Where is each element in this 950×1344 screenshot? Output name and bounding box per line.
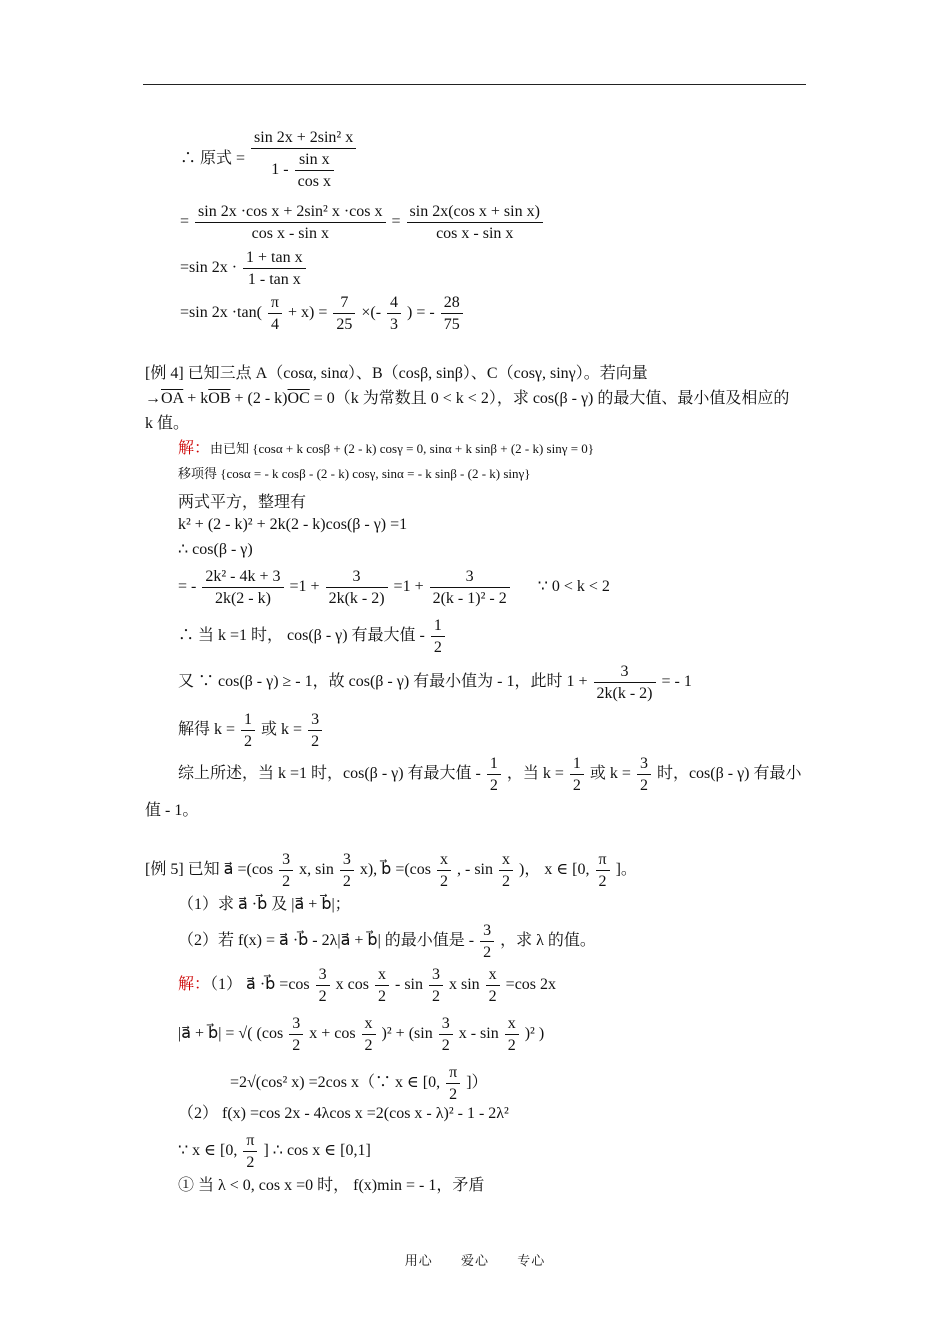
text: , - sin (457, 861, 493, 879)
vector-oa: $\overline{OA}$ (161, 390, 184, 407)
denominator: 2 (483, 944, 492, 961)
text: x cos (335, 976, 369, 994)
fraction (333, 292, 355, 335)
numerator: 7 (333, 292, 355, 314)
numerator: x (375, 964, 389, 986)
text: 由已知 {cosα + k cosβ + (2 - k) cosγ = 0, sinα + k sinβ + (2 - k) sinγ = 0} (210, 441, 595, 456)
text: x sin (449, 976, 480, 994)
denominator: 2 (246, 1154, 255, 1171)
fraction (340, 849, 354, 892)
denominator: 3 (390, 316, 399, 333)
denominator: 2 (433, 639, 442, 656)
header-rule (143, 84, 806, 85)
vector-oc: $\overline{OC}$ (287, 390, 310, 407)
derivation-line-3 (180, 247, 308, 290)
text: ×(- (361, 304, 382, 322)
text: - sin (395, 976, 423, 994)
fraction (289, 1013, 303, 1056)
text: ]。 (615, 861, 637, 879)
fraction (441, 292, 463, 335)
numerator: 3 (316, 964, 330, 986)
numerator: 3 (594, 661, 656, 683)
ex4-eq1: k² + (2 - k)² + 2k(2 - k)cos(β - γ) =1 (178, 516, 408, 533)
numerator: x (362, 1013, 376, 1035)
denominator: cos x - sin x (251, 225, 329, 242)
denominator: 4 (270, 316, 279, 333)
text: ，求 λ 的值。 (500, 932, 596, 950)
numerator: 1 (487, 753, 501, 775)
text: x, sin (299, 861, 334, 879)
numerator: 3 (289, 1013, 303, 1035)
ex4-solution-given (178, 439, 594, 459)
text: 或 k = (589, 765, 631, 783)
denominator: 2 (282, 873, 291, 890)
text: ∵ 0 < k < 2 (537, 578, 610, 596)
fraction (429, 964, 443, 1007)
fraction (486, 964, 500, 1007)
text: [例 5] 已知 a⃗ =(cos (145, 861, 274, 879)
text: （1） a⃗ ·b⃗ =cos (210, 976, 310, 994)
numerator: π (446, 1062, 460, 1084)
denominator: 2k(k - 2) (328, 590, 385, 607)
footer-word-1: 用心 (404, 1253, 433, 1268)
numerator: 3 (637, 753, 651, 775)
denominator: 2 (311, 733, 320, 750)
ex4-solve (178, 709, 324, 752)
fraction (195, 201, 385, 244)
text: + (2 - k) (230, 390, 288, 407)
numerator: 1 + tan x (243, 247, 306, 269)
text: （2）若 f(x) = a⃗ ·b⃗ - 2λ|a⃗ + b⃗| 的最小值是 - (178, 932, 475, 950)
fraction (431, 615, 445, 658)
numerator: x (499, 849, 513, 871)
text: =sin 2x ·tan( (180, 304, 262, 322)
fraction (326, 566, 388, 609)
numerator: 3 (439, 1013, 453, 1035)
numerator: sin 2x(cos x + sin x) (407, 201, 543, 223)
fraction (243, 1130, 257, 1173)
numerator: π (243, 1130, 257, 1152)
denominator: 2 (489, 777, 498, 794)
fraction (594, 661, 656, 704)
fraction (295, 149, 334, 192)
numerator: 3 (326, 566, 388, 588)
ex4-summary-line2: 值 - 1。 (145, 802, 199, 819)
denominator: 75 (443, 316, 460, 333)
derivation-line-1 (180, 127, 358, 192)
ex5-q1: （1）求 a⃗ ·b⃗ 及 |a⃗ + b⃗|； (178, 896, 351, 913)
text: 综上所述，当 k =1 时，cos(β - γ) 有最大值 - (178, 765, 481, 783)
page-footer (0, 1250, 950, 1269)
denominator: 2 (342, 873, 351, 890)
derivation-line-2 (180, 201, 545, 244)
text: ) = - (407, 304, 435, 322)
fraction (430, 566, 510, 609)
text: + x) = (287, 304, 328, 322)
fraction (202, 566, 283, 609)
fraction (596, 849, 610, 892)
numerator: 3 (279, 849, 293, 871)
text: = (180, 213, 190, 231)
numerator: π (268, 292, 282, 314)
text: ]） (466, 1074, 488, 1092)
numerator: 28 (441, 292, 463, 314)
fraction (487, 753, 501, 796)
ex5-solution-5 (178, 1130, 371, 1173)
denominator: 2 (441, 1037, 450, 1054)
text: |a⃗ + b⃗| = √( (cos (178, 1025, 284, 1043)
denominator: 2 (507, 1037, 516, 1054)
fraction (268, 292, 282, 335)
text: + k (183, 390, 209, 407)
denominator: 2 (572, 777, 581, 794)
text: ，当 k = (506, 765, 564, 783)
ex5-solution-3 (230, 1062, 488, 1105)
text: = 0（k 为常数且 0 < k < 2），求 cos(β - γ) 的最大值、最小值及相应的 (309, 390, 790, 407)
numerator: 3 (430, 566, 510, 588)
text: ] ∴ cos x ∈ [0,1] (263, 1142, 371, 1160)
denominator: 25 (336, 316, 353, 333)
numerator: 1 (431, 615, 445, 637)
fraction (308, 709, 322, 752)
denominator: 2 (639, 777, 648, 794)
fraction (375, 964, 389, 1007)
numerator: sin 2x ·cos x + 2sin² x ·cos x (195, 201, 385, 223)
fraction (316, 964, 330, 1007)
ex4-summary (178, 753, 801, 796)
denominator: 2k(2 - k) (214, 590, 271, 607)
numerator: x (437, 849, 451, 871)
denominator: 2 (378, 988, 386, 1005)
numerator: x (486, 964, 500, 986)
text: )， x ∈ [0, (519, 861, 590, 879)
text: x), b⃗ =(cos (359, 861, 431, 879)
ex5-heading (145, 849, 637, 892)
solution-label: 解： (178, 976, 211, 994)
denominator: 2 (432, 988, 440, 1005)
denominator: 1 - tan x (247, 271, 301, 288)
fraction (241, 709, 255, 752)
text: 解得 k = (178, 721, 236, 739)
numerator: 3 (480, 920, 494, 942)
text: =cos 2x (505, 976, 557, 994)
fraction (251, 127, 356, 192)
ex4-line3: k 值。 (145, 415, 190, 432)
ex4-eq2 (178, 566, 610, 609)
text: 1 - (271, 161, 289, 179)
denominator: 2 (318, 988, 327, 1005)
footer-word-3: 专心 (517, 1253, 546, 1268)
ex5-solution-1 (178, 964, 556, 1007)
denominator: 2(k - 1)² - 2 (432, 590, 507, 607)
text: = (391, 213, 401, 231)
text: 时，cos(β - γ) 有最小 (656, 765, 802, 783)
ex5-solution-4: （2） f(x) =cos 2x - 4λcos x =2(cos x - λ)² - 1 - 2λ² (178, 1105, 509, 1122)
fraction (446, 1062, 460, 1105)
text: =1 + (289, 578, 320, 596)
numerator: 1 (570, 753, 584, 775)
text: = - (178, 578, 197, 596)
ex4-move-terms: 移项得 {cosα = - k cosβ - (2 - k) cosγ, sinα = - k sinβ - (2 - k) sinγ} (178, 466, 531, 481)
fraction (279, 849, 293, 892)
ex5-solution-6: ① 当 λ < 0, cos x =0 时， f(x)min = - 1，矛盾 (178, 1177, 485, 1194)
numerator: 1 (241, 709, 255, 731)
fraction (570, 753, 584, 796)
numerator: 2k² - 4k + 3 (202, 566, 283, 588)
solution-label: 解： (178, 440, 211, 457)
ex4-heading: [例 4] 已知三点 A（cosα, sinα）、B（cosβ, sinβ）、C（cosγ, sinγ）。若向量 (145, 365, 648, 382)
numerator: 3 (340, 849, 354, 871)
text: ∵ x ∈ [0, (178, 1142, 238, 1160)
text: 或 k = (261, 721, 303, 739)
text: )² + (sin (381, 1025, 433, 1043)
denominator: 2k(k - 2) (596, 685, 653, 702)
ex5-solution-2 (178, 1013, 544, 1056)
denominator: 2 (244, 733, 253, 750)
vector-ob: $\overline{OB}$ (208, 390, 231, 407)
text: =sin 2x · (180, 259, 238, 277)
fraction (437, 849, 451, 892)
text: = - 1 (661, 673, 692, 691)
denominator: 2 (440, 873, 448, 890)
text: =1 + (393, 578, 424, 596)
fraction (362, 1013, 376, 1056)
denominator: cos x - sin x (436, 225, 514, 242)
numerator: x (505, 1013, 519, 1035)
fraction (243, 247, 306, 290)
text: x - sin (458, 1025, 499, 1043)
numerator: sin x (295, 149, 334, 171)
fraction (480, 920, 494, 963)
text: ∴ 原式 = (180, 150, 246, 168)
text: x + cos (309, 1025, 356, 1043)
ex5-q2 (178, 920, 596, 963)
text: )² ) (524, 1025, 545, 1043)
ex4-square: 两式平方，整理有 (178, 494, 307, 511)
text: ∴ 当 k =1 时， cos(β - γ) 有最大值 - (178, 627, 425, 645)
numerator: 3 (429, 964, 443, 986)
text: =2√(cos² x) =2cos x（∵ x ∈ [0, (230, 1074, 441, 1092)
fraction (387, 292, 401, 335)
numerator: sin 2x + 2sin² x (251, 127, 356, 149)
text: 又 ∵ cos(β - γ) ≥ - 1，故 cos(β - γ) 有最小值为 - 1，此时 1 + (178, 673, 588, 691)
denominator: cos x (297, 173, 331, 190)
derivation-line-4 (180, 292, 465, 335)
denominator: 2 (292, 1037, 301, 1054)
denominator (251, 149, 356, 192)
numerator: π (596, 849, 610, 871)
ex4-min (178, 661, 692, 704)
denominator: 2 (502, 873, 510, 890)
denominator: 2 (488, 988, 497, 1005)
denominator: 2 (364, 1037, 373, 1054)
fraction (637, 753, 651, 796)
ex4-max (178, 615, 447, 658)
fraction (407, 201, 543, 244)
ex4-condition: $\to\overline{OA} + k\overline{OB} + (2 - k)\overline{OC} = 0(k$ 为常数且 0 < k < 2），求 cos(β - γ) 的最大值、最小值及相应的 (145, 390, 790, 407)
numerator: 4 (387, 292, 401, 314)
footer-word-2: 爱心 (460, 1253, 489, 1268)
fraction (499, 849, 513, 892)
fraction (439, 1013, 453, 1056)
ex4-therefore: ∴ cos(β - γ) (178, 541, 253, 558)
numerator: 3 (308, 709, 322, 731)
denominator: 2 (449, 1086, 458, 1103)
denominator: 2 (598, 873, 607, 890)
fraction (505, 1013, 519, 1056)
